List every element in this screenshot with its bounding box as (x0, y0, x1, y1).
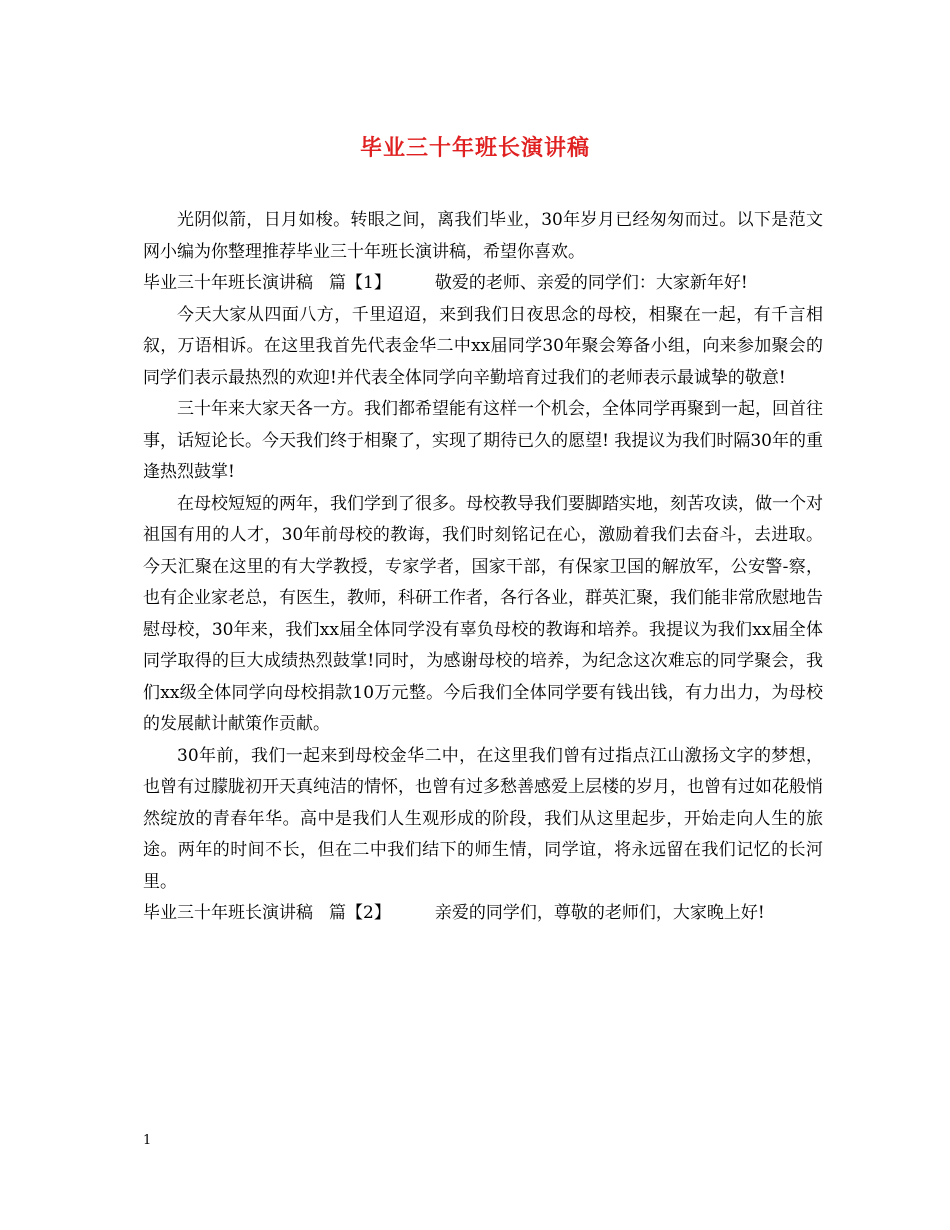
body-paragraph-1: 今天大家从四面八方，千里迢迢，来到我们日夜思念的母校，相聚在一起，有千言相叙，万语相诉。在这里我首先代表金华二中xx届同学30年聚会筹备小组，向来参加聚会的同学们表示最热烈的欢迎!并代表全体同学向辛勤培育过我们的老师表示最诚挚的敬意! (143, 304, 823, 388)
section-1-header (143, 268, 823, 300)
section-1-number: 篇【1】 (329, 273, 391, 293)
body-paragraph-4: 30年前，我们一起来到母校金华二中，在这里我们曾有过指点江山激扬文字的梦想，也曾有过朦胧初开天真纯洁的情怀，也曾有过多愁善感爱上层楼的岁月，也曾有过如花般悄然绽放的青春年华。高中是我们人生观形成的阶段，我们从这里起步，开始走向人生的旅途。两年的时间不长，但在二中我们结下的师生情，同学谊，将永远留在我们记忆的长河里。 (143, 745, 823, 892)
page-number: 1 (143, 1133, 152, 1148)
section-2-heading: 毕业三十年班长演讲稿 (143, 903, 313, 923)
section-1-heading: 毕业三十年班长演讲稿 (143, 273, 313, 293)
section-1-greeting: 敬爱的老师、亲爱的同学们：大家新年好! (434, 273, 748, 293)
intro-paragraph: 光阴似箭，日月如梭。转眼之间，离我们毕业，30年岁月已经匆匆而过。以下是范文网小编为你整理推荐毕业三十年班长演讲稿，希望你喜欢。 (143, 210, 823, 262)
document-title: 毕业三十年班长演讲稿 (359, 135, 590, 161)
body-paragraph-3: 在母校短短的两年，我们学到了很多。母校教导我们要脚踏实地，刻苦攻读，做一个对祖国有用的人才，30年前母校的教诲，我们时刻铭记在心，激励着我们去奋斗，去进取。今天汇聚在这里的有大学教授，专家学者，国家干部，有保家卫国的解放军，公安警-察，也有企业家老总，有医生，教师，科研工作者，各行各业，群英汇聚，我们能非常欣慰地告慰母校，30年来，我们xx届全体同学没有辜负母校的教诲和培养。我提议为我们xx届全体同学取得的巨大成绩热烈鼓掌!同时，为感谢母校的培养，为纪念这次难忘的同学聚会，我们xx级全体同学向母校捐款10万元整。今后我们全体同学要有钱出钱，有力出力，为母校的发展献计献策作贡献。 (143, 493, 823, 734)
section-2-number: 篇【2】 (329, 903, 391, 923)
body-paragraph-2: 三十年来大家天各一方。我们都希望能有这样一个机会，全体同学再聚到一起，回首往事，话短论长。今天我们终于相聚了，实现了期待已久的愿望! 我提议为我们时隔30年的重逢热烈鼓掌! (143, 399, 823, 482)
section-2-header (143, 898, 823, 930)
section-2-greeting: 亲爱的同学们，尊敬的老师们，大家晚上好! (434, 903, 765, 923)
document-body (143, 205, 823, 930)
